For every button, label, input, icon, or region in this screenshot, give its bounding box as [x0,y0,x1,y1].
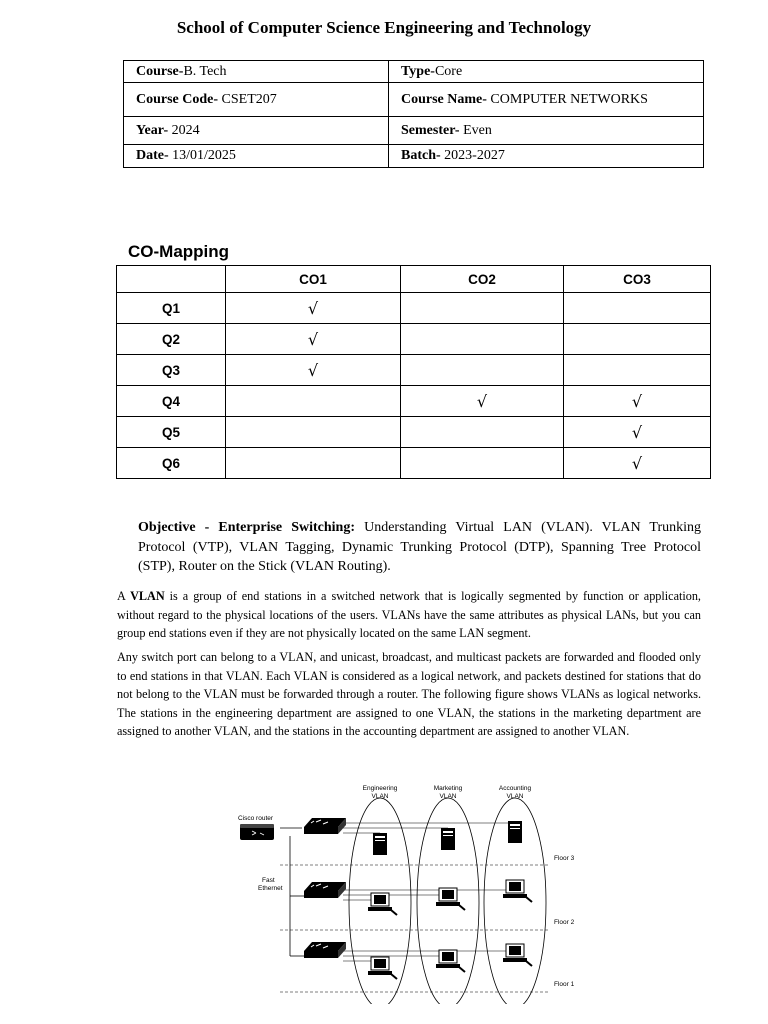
co1-cell: √ [226,293,401,324]
co2-cell: √ [401,386,564,417]
router-label: Cisco router [238,815,274,822]
floor-2-label: Floor 2 [554,919,575,926]
co-mapping-heading: CO-Mapping [128,242,230,261]
workstation-icon [436,888,465,910]
corner-cell [117,266,226,293]
objective-label: Objective - Enterprise Switching: [138,520,356,535]
table-row [117,386,711,417]
workstation-icon [503,880,532,902]
router-icon [240,824,274,840]
accounting-vlan-label: Accounting VLAN [498,785,532,800]
date-cell: Date- 13/01/2025 [124,145,389,168]
type-cell: Type-Core [389,61,704,83]
floor-3-label: Floor 3 [554,855,575,862]
co3-cell [564,324,711,355]
workstation-icon [503,944,532,966]
co3-cell: √ [564,448,711,479]
vlan-diagram [230,778,590,1004]
table-row [117,324,711,355]
co1-cell: √ [226,355,401,386]
table-row [117,293,711,324]
course-code-cell: Course Code- CSET207 [124,83,389,117]
page-title: School of Computer Science Engineering and Technology [176,18,592,37]
server-icon [508,821,522,843]
column-header-co3: CO3 [564,266,711,293]
vlan-forwarding-paragraph: Any switch port can belong to a VLAN, and unicast, broadcast, and multicast packets are forwarded and flooded only to end stations in that VLAN. Each VLAN is considered as a logical network, and packets destined for stations that do not belong to the VLAN must be forwarded through a router. The following figure shows VLANs as logical networks. The stations in the engineering department are assigned to one VLAN, the stations in the marketing department are assigned to another VLAN, and the stations in the accounting department are assigned to another VLAN. [117,650,701,739]
course-info-table [123,60,704,168]
question-label: Q1 [117,293,226,324]
co1-cell: √ [226,324,401,355]
co1-cell [226,448,401,479]
co2-cell [401,355,564,386]
question-label: Q3 [117,355,226,386]
co-mapping-table [116,265,711,479]
fast-ethernet-label: Fast Ethernet [258,877,283,892]
objective-body: Understanding Virtual LAN (VLAN). VLAN Trunking Protocol (VTP), VLAN Tagging, Dynamic Trunking Protocol (DTP), Spanning Tree Protocol (STP), Router on the Stick (VLAN Routing). [138,520,702,574]
floor-1-label: Floor 1 [554,981,575,988]
co2-cell [401,324,564,355]
switch-icon [304,882,346,898]
server-icon [441,828,455,850]
co2-cell [401,448,564,479]
server-icon [373,833,387,855]
marketing-vlan-label: Marketing VLAN [433,785,463,800]
course-name-cell: Course Name- COMPUTER NETWORKS [389,83,704,117]
engineering-vlan-label: Engineering VLAN [362,785,398,800]
question-label: Q5 [117,417,226,448]
question-label: Q4 [117,386,226,417]
vlan-term: VLAN [130,589,165,603]
table-row [117,355,711,386]
vlan-definition-paragraph: A VLAN is a group of end stations in a switched network that is logically segmented by function or application, without regard to the physical locations of the users. VLANs have the same attributes as physical LANs, but you can group end stations even if they are not physically located on the same LAN segment. [117,589,701,641]
co3-cell: √ [564,417,711,448]
question-label: Q2 [117,324,226,355]
column-header-co1: CO1 [226,266,401,293]
workstation-icon [368,893,397,915]
batch-cell: Batch- 2023-2027 [389,145,704,168]
workstation-icon [436,950,465,972]
objective-text [138,518,701,577]
course-cell: Course-B. Tech [124,61,389,83]
year-cell: Year- 2024 [124,117,389,145]
switch-icon [304,818,346,834]
co2-cell [401,293,564,324]
semester-cell: Semester- Even [389,117,704,145]
switch-icon [304,942,346,958]
table-row [117,448,711,479]
co3-cell [564,355,711,386]
co1-cell [226,417,401,448]
column-header-co2: CO2 [401,266,564,293]
question-label: Q6 [117,448,226,479]
workstation-icon [368,957,397,979]
co1-cell [226,386,401,417]
co3-cell [564,293,711,324]
co3-cell: √ [564,386,711,417]
table-row [117,417,711,448]
co2-cell [401,417,564,448]
